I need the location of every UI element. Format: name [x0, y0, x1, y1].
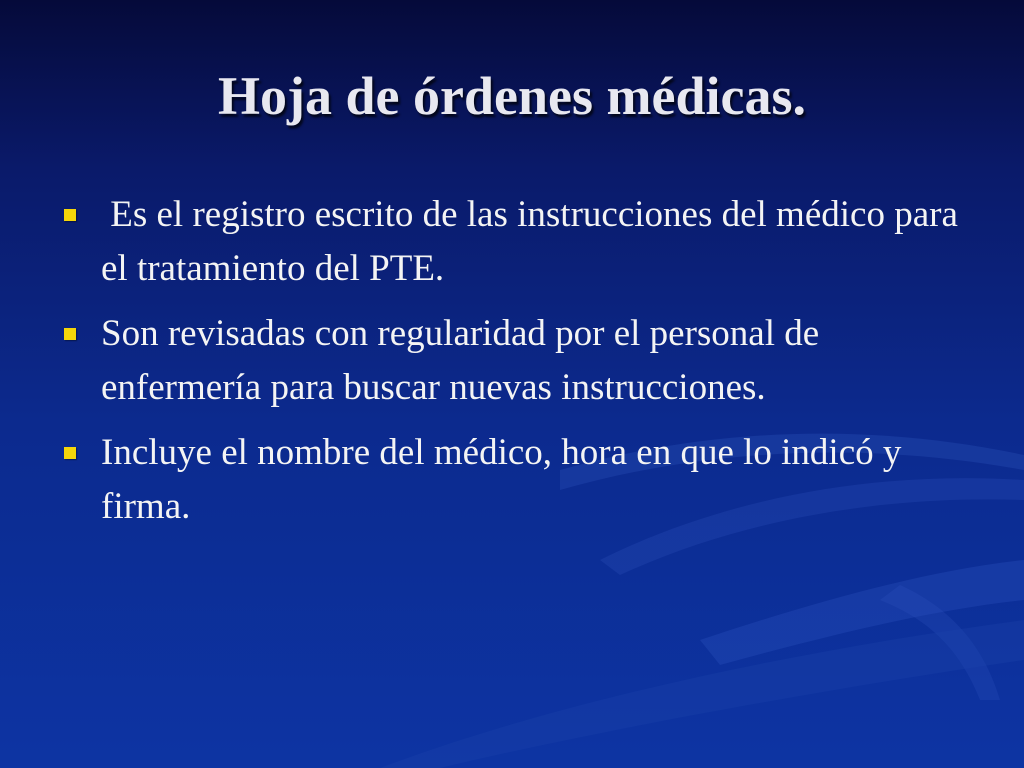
bullet-item	[60, 307, 960, 415]
bullet-item	[60, 426, 960, 534]
bullet-text: Son revisadas con regularidad por el personal de enfermería para buscar nuevas instrucciones.	[101, 313, 820, 408]
square-bullet-icon	[64, 328, 76, 340]
bullet-list	[60, 188, 968, 545]
slide-title: Hoja de órdenes médicas.	[218, 66, 806, 126]
bullet-item	[60, 188, 968, 296]
square-bullet-icon	[64, 209, 76, 221]
square-bullet-icon	[64, 447, 76, 459]
bullet-text: Es el registro escrito de las instrucciones del médico para el tratamiento del PTE.	[101, 194, 968, 289]
bullet-text: Incluye el nombre del médico, hora en que lo indicó y firma.	[101, 432, 902, 527]
